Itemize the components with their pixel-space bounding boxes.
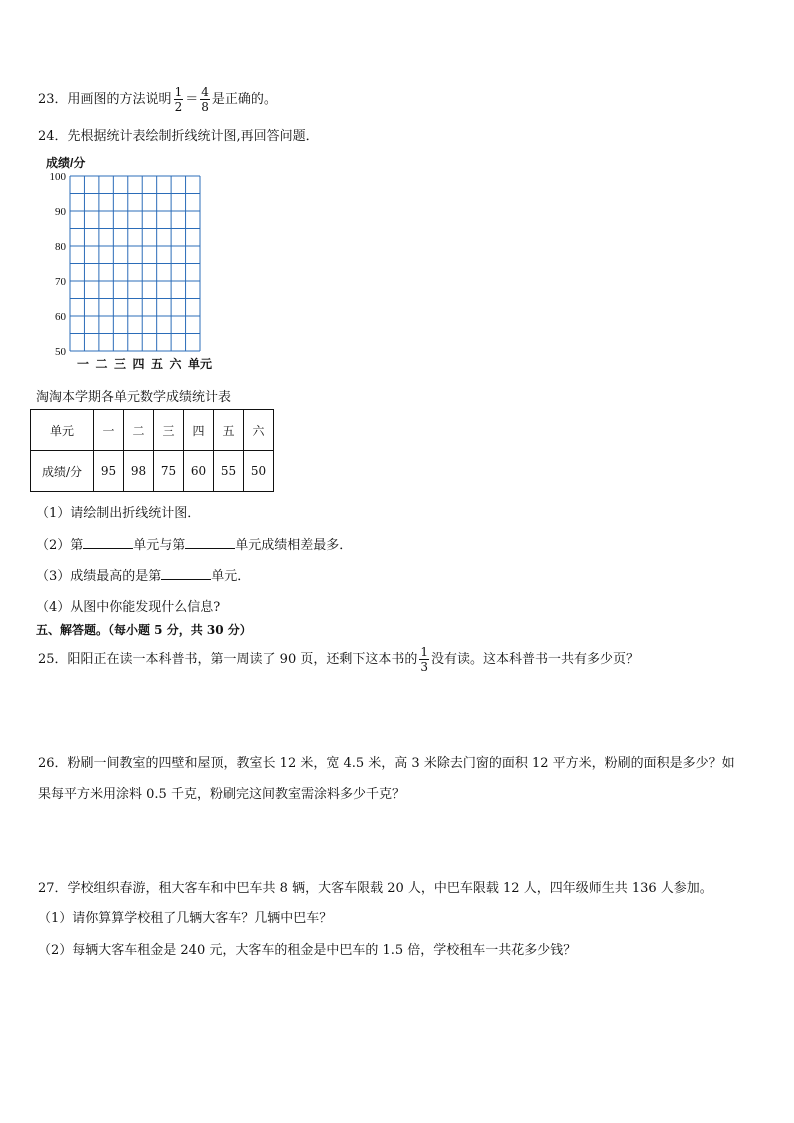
question-23-text-after: 是正确的。	[211, 92, 277, 107]
question-23	[38, 86, 277, 113]
blank-line-chart-grid	[40, 156, 240, 371]
table-header-cell: 六	[244, 410, 274, 451]
equals-sign: ＝	[185, 92, 199, 107]
table-cell: 98	[124, 451, 154, 492]
fraction-one-half: $\frac{1}{2}$	[174, 85, 183, 114]
stats-table-caption: 淘淘本学期各单元数学成绩统计表	[36, 390, 232, 405]
table-header-cell: 单元	[31, 410, 94, 451]
y-tick-label: 70	[55, 276, 66, 288]
table-header-row	[31, 410, 274, 451]
table-header-cell: 四	[184, 410, 214, 451]
question-26-line-2: 果每平方米用涂料 0.5 千克，粉刷完这间教室需涂料多少千克？	[38, 787, 405, 802]
table-cell: 50	[244, 451, 274, 492]
x-tick-label: 二	[95, 357, 108, 371]
y-tick-label: 60	[55, 311, 66, 323]
x-axis-label: 单元	[188, 357, 213, 371]
table-header-cell: 二	[124, 410, 154, 451]
answer-blank[interactable]	[185, 536, 235, 549]
table-header-cell: 五	[214, 410, 244, 451]
x-tick-label: 六	[169, 357, 182, 371]
table-cell: 55	[214, 451, 244, 492]
x-tick-label: 一	[76, 357, 90, 371]
table-row	[31, 451, 274, 492]
y-tick-label: 80	[55, 241, 66, 253]
table-cell: 成绩/分	[31, 451, 94, 492]
question-27-sub1: （1）请你算算学校租了几辆大客车？几辆中巴车？	[38, 911, 333, 926]
question-26-line-1: 26．粉刷一间教室的四壁和屋顶，教室长 12 米，宽 4.5 米，高 3 米除去门窗的面积 12 平方米，粉刷的面积是多少？如	[38, 756, 735, 771]
q24-sub2: （2）第 单元与第 单元成绩相差最多．	[36, 538, 353, 553]
y-axis-label: 成绩/分	[46, 156, 86, 170]
fraction-four-eighths: $\frac{4}{8}$	[201, 85, 209, 114]
y-tick-label: 50	[55, 346, 66, 358]
table-cell: 60	[184, 451, 214, 492]
table-header-cell: 三	[154, 410, 184, 451]
table-cell: 75	[154, 451, 184, 492]
question-23-number: 23．	[38, 92, 68, 107]
table-cell: 95	[94, 451, 124, 492]
answer-blank[interactable]	[161, 567, 211, 580]
x-tick-label: 四	[132, 357, 145, 371]
q24-sub1: （1）请绘制出折线统计图．	[36, 506, 201, 521]
table-header-cell: 一	[94, 410, 124, 451]
answer-blank[interactable]	[83, 536, 133, 549]
question-23-text-before: 用画图的方法说明	[67, 92, 172, 107]
question-25: 25．阳阳正在读一本科普书，第一周读了 90 页，还剩下这本书的 $\frac{1}{3}$ 没有读。这本科普书一共有多少页？	[38, 645, 640, 674]
q24-sub4: （4）从图中你能发现什么信息?	[36, 600, 221, 615]
score-stats-table	[30, 409, 274, 492]
y-tick-label: 90	[55, 206, 66, 218]
q24-sub3: （3）成绩最高的是第 单元．	[36, 569, 251, 584]
section-5-heading: 五、解答题。（每小题 5 分，共 30 分）	[36, 623, 252, 637]
fraction-one-third: $\frac{1}{3}$	[420, 645, 428, 674]
question-27-line-1: 27．学校组织春游，租大客车和中巴车共 8 辆，大客车限载 20 人，中巴车限载 12 人，四年级师生共 136 人参加。	[38, 881, 713, 896]
question-27-sub2: （2）每辆大客车租金是 240 元，大客车的租金是中巴车的 1.5 倍，学校租车一共花多少钱？	[38, 943, 577, 958]
x-tick-label: 三	[113, 357, 127, 371]
question-24-title: 24．先根据统计表绘制折线统计图,再回答问题．	[38, 129, 319, 144]
x-tick-label: 五	[150, 357, 164, 371]
y-tick-label: 100	[49, 171, 66, 183]
